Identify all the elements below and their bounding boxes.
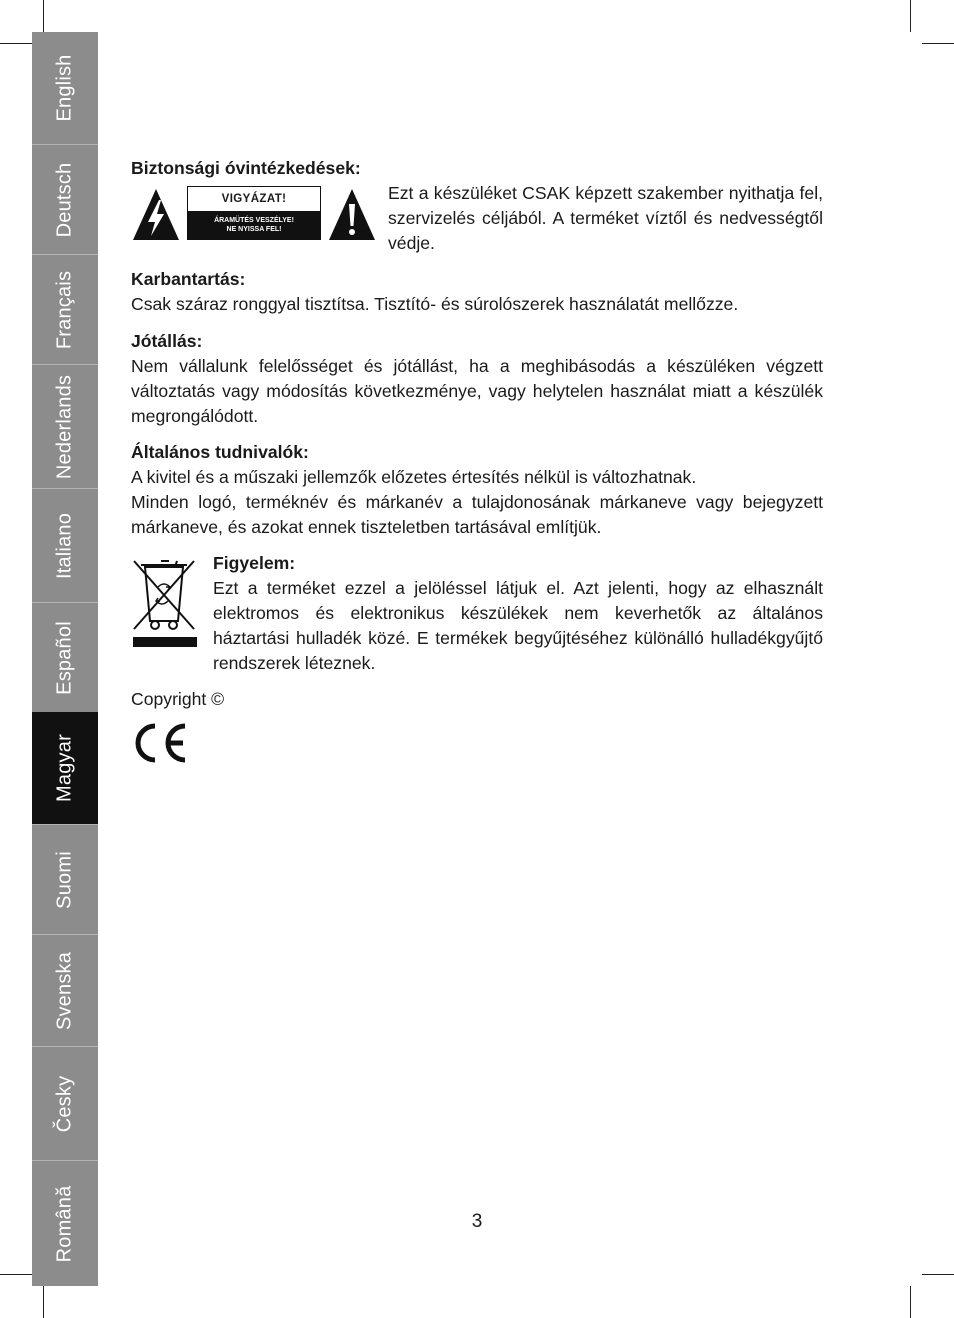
attention-text: Ezt a terméket ezzel a jelöléssel látjuk el. Azt jelenti, hogy az elhasznált elektromos és elektronikus készülékek nem keverhetők az általános háztartási hulladék közé. E termékek begyűjtéséhez különálló hulladékgyűjtő rendszerek léteznek. xyxy=(213,578,823,673)
caution-sublabel-line: ÁRAMÜTÉS VESZÉLYE! xyxy=(214,217,294,224)
safety-heading: Biztonsági óvintézkedések: xyxy=(131,158,361,178)
tab-label: Česky xyxy=(53,1075,76,1132)
caution-label: VIGYÁZAT! xyxy=(221,193,287,205)
safety-text: Ezt a készüléket CSAK képzett szakember nyithatja fel, szervizelés céljából. A terméket víztől és nedvességtől védje. xyxy=(388,183,823,253)
general-text-2: Minden logó, terméknév és márkanév a tulajdonosának márkaneve vagy bejegyzett márkaneve, és azokat ennek tiszteletben tartásával említjük. xyxy=(131,492,823,537)
caution-sublabel-line: NE NYISSA FEL! xyxy=(226,226,282,233)
language-tab-english[interactable] xyxy=(32,32,98,144)
maintenance-heading: Karbantartás: xyxy=(131,269,246,289)
crossed-out-wheelie-bin-icon xyxy=(131,557,199,649)
crop-mark xyxy=(43,1286,44,1318)
language-tab-italiano[interactable] xyxy=(32,488,98,602)
language-tab-nederlands[interactable] xyxy=(32,364,98,488)
language-tab-svenska[interactable] xyxy=(32,934,98,1046)
tab-label: Română xyxy=(53,1185,76,1262)
language-tab-francais[interactable] xyxy=(32,254,98,364)
tab-label: Nederlands xyxy=(53,374,76,479)
page-number: 3 xyxy=(471,1211,483,1232)
tab-label: Français xyxy=(53,270,76,349)
caution-label-box xyxy=(187,186,321,240)
warranty-text: Nem vállalunk felelősséget és jótállást, ha a meghibásodás a készüléken végzett változtatás vagy módosítás következménye, vagy helytelen használat miatt a készülék megrongálódott. xyxy=(131,356,823,426)
language-tab-cesky[interactable] xyxy=(32,1046,98,1160)
exclamation-warning-icon xyxy=(327,186,377,242)
crop-mark xyxy=(43,0,44,32)
language-tab-magyar[interactable] xyxy=(32,712,98,824)
language-sidebar xyxy=(32,32,98,1286)
general-heading: Általános tudnivalók: xyxy=(131,442,309,462)
tab-label: Svenska xyxy=(53,951,76,1030)
tab-label: Magyar xyxy=(53,734,76,802)
crop-mark xyxy=(0,1274,32,1275)
ce-mark-icon xyxy=(131,721,189,765)
warranty-heading: Jótállás: xyxy=(131,331,203,351)
language-tab-deutsch[interactable] xyxy=(32,144,98,254)
tab-label: Deutsch xyxy=(53,162,76,237)
caution-sublabel xyxy=(188,211,320,239)
general-text-1: A kivitel és a műszaki jellemzők előzetes értesítés nélkül is változhatnak. xyxy=(131,467,697,487)
language-tab-espanol[interactable] xyxy=(32,602,98,712)
crop-mark xyxy=(0,43,32,44)
crop-mark xyxy=(910,1286,911,1318)
tab-label: Italiano xyxy=(53,512,76,579)
crop-mark xyxy=(922,1274,954,1275)
copyright-text: Copyright © xyxy=(131,689,225,709)
maintenance-text: Csak száraz ronggyal tisztítsa. Tisztító- és súrolószerek használatát mellőzze. xyxy=(131,294,739,314)
crop-mark xyxy=(922,43,954,44)
safety-warning-icons xyxy=(131,186,377,242)
tab-label: Español xyxy=(53,620,76,695)
tab-label: Suomi xyxy=(53,850,76,909)
crop-mark xyxy=(910,0,911,32)
tab-label: English xyxy=(53,54,76,122)
language-tab-suomi[interactable] xyxy=(32,824,98,934)
electric-shock-warning-icon xyxy=(131,186,181,242)
attention-heading: Figyelem: xyxy=(213,553,296,573)
